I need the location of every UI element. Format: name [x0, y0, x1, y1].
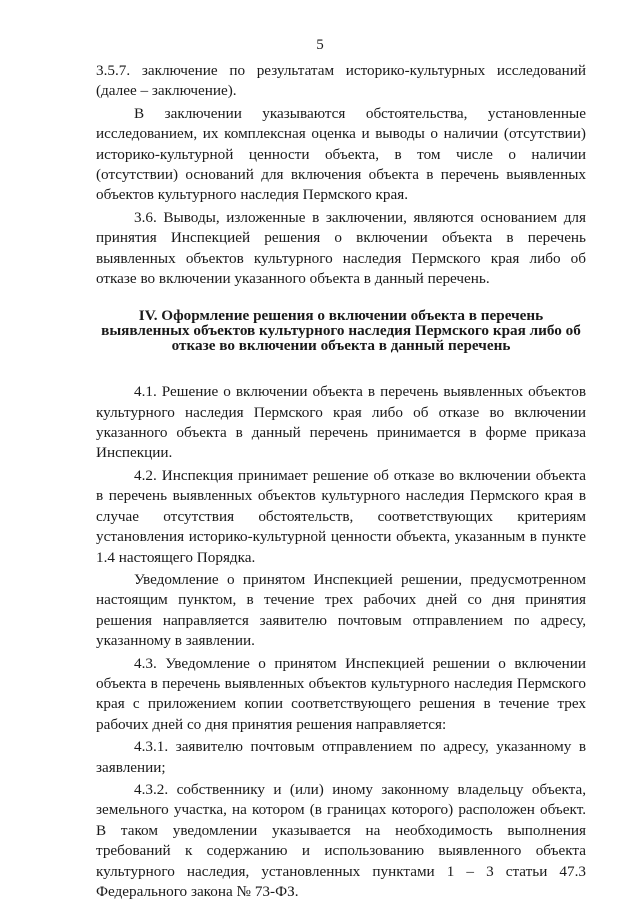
- paragraph-4-1: 4.1. Решение о включении объекта в перечень выявленных объектов культурного наследия Пермского края либо об отказе во включении указанного объекта в данный перечень принимается в форме приказа Инспекции.: [96, 383, 586, 462]
- paragraph-3-6: 3.6. Выводы, изложенные в заключении, являются основанием для принятия Инспекцией решения о включении объекта в перечень выявленных объектов культурного наследия Пермского края либо об отказе во включении указанного объекта в данный перечень.: [96, 208, 586, 288]
- page-number: 5: [316, 37, 324, 53]
- paragraph-conclusion-contents: В заключении указываются обстоятельства, установленные исследованием, их комплексная оценка и выводы о наличии (отсутствии) историко-культурной ценности объекта, в том числе о наличии (отсутствии) оснований для включения объекта в перечень выявленных объектов культурного наследия Пермского края.: [96, 104, 586, 204]
- section-heading: IV. Оформление решения о включении объекта в перечень выявленных объектов культурного наследия Пермского края либо об отказе во включении объекта в данный перечень: [101, 307, 581, 354]
- paragraph-4-2: 4.2. Инспекция принимает решение об отказе во включении объекта в перечень выявленных объектов культурного наследия Пермского края в случае отсутствия обстоятельств, соответствующих критериям установления историко-культурной ценности объекта, указанным в пункте 1.4 настоящего Порядка.: [96, 466, 586, 566]
- document-body: [96, 61, 586, 904]
- paragraph-notice-of-refusal: Уведомление о принятом Инспекцией решении, предусмотренном настоящим пунктом, в течение трех рабочих дней со дня принятия решения направляется заявителю почтовым отправлением по адресу, указанному в заявлении.: [96, 570, 586, 650]
- paragraph-4-3-1: 4.3.1. заявителю почтовым отправлением по адресу, указанному в заявлении;: [96, 738, 586, 776]
- paragraph-4-3: 4.3. Уведомление о принятом Инспекцией решении о включении объекта в перечень выявленных объектов культурного наследия Пермского края с приложением копии соответствующего решения в течение трех рабочих дней со дня принятия решения направляется:: [96, 654, 586, 733]
- paragraph-4-3-2: 4.3.2. собственнику и (или) иному законному владельцу объекта, земельного участка, на котором (в границах которого) расположен объект. В таком уведомлении указывается на необходимость выполнения требований к содержанию и использованию выявленного объекта культурного наследия, установленных пунктами 1 – 3 статьи 47.3 Федерального закона № 73-ФЗ.: [96, 780, 586, 900]
- paragraph-3-5-7: 3.5.7. заключение по результатам историко-культурных исследований (далее – заключение).: [96, 62, 586, 100]
